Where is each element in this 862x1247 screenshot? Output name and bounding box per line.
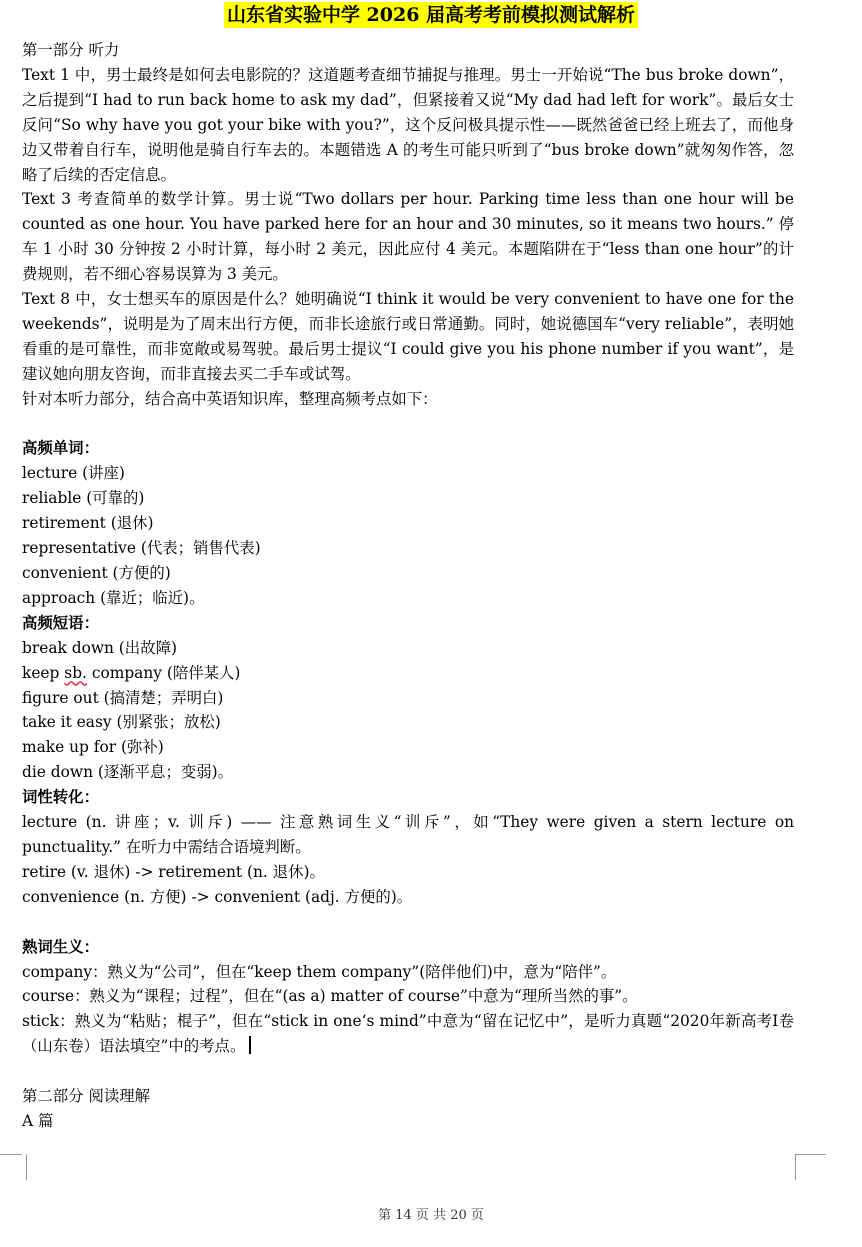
text8-paragraph: Text 8 中，女士想买车的原因是什么？她明确说“I think it would be very convenient to have one for the weekends”，说明是为了周末出行方便，而非长途旅行或日常通勤。同时，她说德国车“very reliable”，表明她看重的是可靠性，而非宽敞或易驾驶。最后男士提议“I could give you his phone number if you want”，是建议她向朋友咨询，而非直接去买二手车或试驾。 [22,290,794,383]
phrase-text: company (陪伴某人) [86,663,241,682]
vocab-item: representative (代表；销售代表) [22,539,261,558]
text3-paragraph: Text 3 考查简单的数学计算。男士说“Two dollars per hour. Parking time less than one hour will be counted as one hour. You have parked here for an hour and 30 minutes, so it means two hours.” 停车 1 小时 30 分钟按 2 小时计算，每小时 2 美元，因此应付 4 美元。本题陷阱在于“less than one hour”的计费规则，若不细心容易误算为 3 美元。 [22,190,794,284]
page-footer: 第 14 页 共 20 页 [378,1208,484,1223]
blank-line [22,412,794,437]
section2-heading: 第二部分 阅读理解 [22,1087,151,1106]
polysemy-item[interactable] [22,1009,794,1059]
title-wrap [0,2,862,28]
phrase-item: take it easy (别紧张；放松) [22,713,221,732]
vocab-item: retirement (退休) [22,514,154,533]
polysemy-item: company：熟义为“公司”，但在“keep them company”(陪伴他们)中，意为“陪伴”。 [22,962,617,981]
vocab-item: convenient (方便的) [22,564,171,583]
spellcheck-underlined-word: sb. [64,663,87,682]
section1-heading: 第一部分 听力 [22,41,120,59]
vocab-item: reliable (可靠的) [22,489,145,508]
polysemy-item: course：熟义为“课程；过程”，但在“(as a) matter of course”中意为“理所当然的事”。 [22,987,638,1006]
phrase-text: keep [22,663,65,682]
phrase-item-keep-company [22,661,794,686]
polysemy-heading: 熟词生义： [22,937,99,956]
phrase-item: figure out (搞清楚；弄明白) [22,688,224,707]
conversion-heading: 词性转化： [22,788,99,807]
vocab-heading: 高频单词： [22,439,99,458]
conversion-item: convenience (n. 方便) -> convenient (adj. 方便的)。 [22,887,413,906]
text-cursor [249,1036,251,1054]
conversion-item: lecture (n. 讲座；v. 训斥) —— 注意熟词生义“训斥”，如“They were given a stern lecture on punctuality.” 在听力中需结合语境判断。 [22,813,794,856]
document-title: 山东省实验中学 2026 届高考考前模拟测试解析 [224,2,638,28]
phrase-item: break down (出故障) [22,638,177,657]
section2-subheading: A 篇 [22,1111,54,1130]
phrase-item: die down (逐渐平息；变弱)。 [22,763,234,782]
polysemy-text: stick：熟义为“粘贴；棍子”，但在“stick in one‘s mind”中意为“留在记忆中”，是听力真题“2020年新高考I卷（山东卷）语法填空”中的考点。 [22,1012,794,1056]
text1-paragraph: Text 1 中，男士最终是如何去电影院的？这道题考查细节捕捉与推理。男士一开始说“The bus broke down”，之后提到“I had to run back home to ask my dad”，但紧接着又说“My dad had left for work”。最后女士反问“So why have you got your bike with you?”，这个反问极具提示性——既然爸爸已经上班去了，而他身边又带着自行车，说明他是骑自行车去的。本题错选 A 的考生可能只听到了“bus broke down”就匆匆作答，忽略了后续的否定信息。 [22,65,794,184]
vocab-item: approach (靠近；临近)。 [22,588,205,607]
phrases-heading: 高频短语： [22,613,99,632]
blank-line [22,1059,794,1084]
crop-mark-left [0,1154,27,1180]
vocab-item: lecture (讲座) [22,464,125,483]
conversion-item: retire (v. 退休) -> retirement (n. 退休)。 [22,862,325,881]
phrase-item: make up for (弥补) [22,738,164,757]
summary-line: 针对本听力部分，结合高中英语知识库，整理高频考点如下： [22,389,438,408]
blank-line [22,910,794,935]
document-body [22,38,794,1134]
crop-mark-right [795,1154,822,1180]
